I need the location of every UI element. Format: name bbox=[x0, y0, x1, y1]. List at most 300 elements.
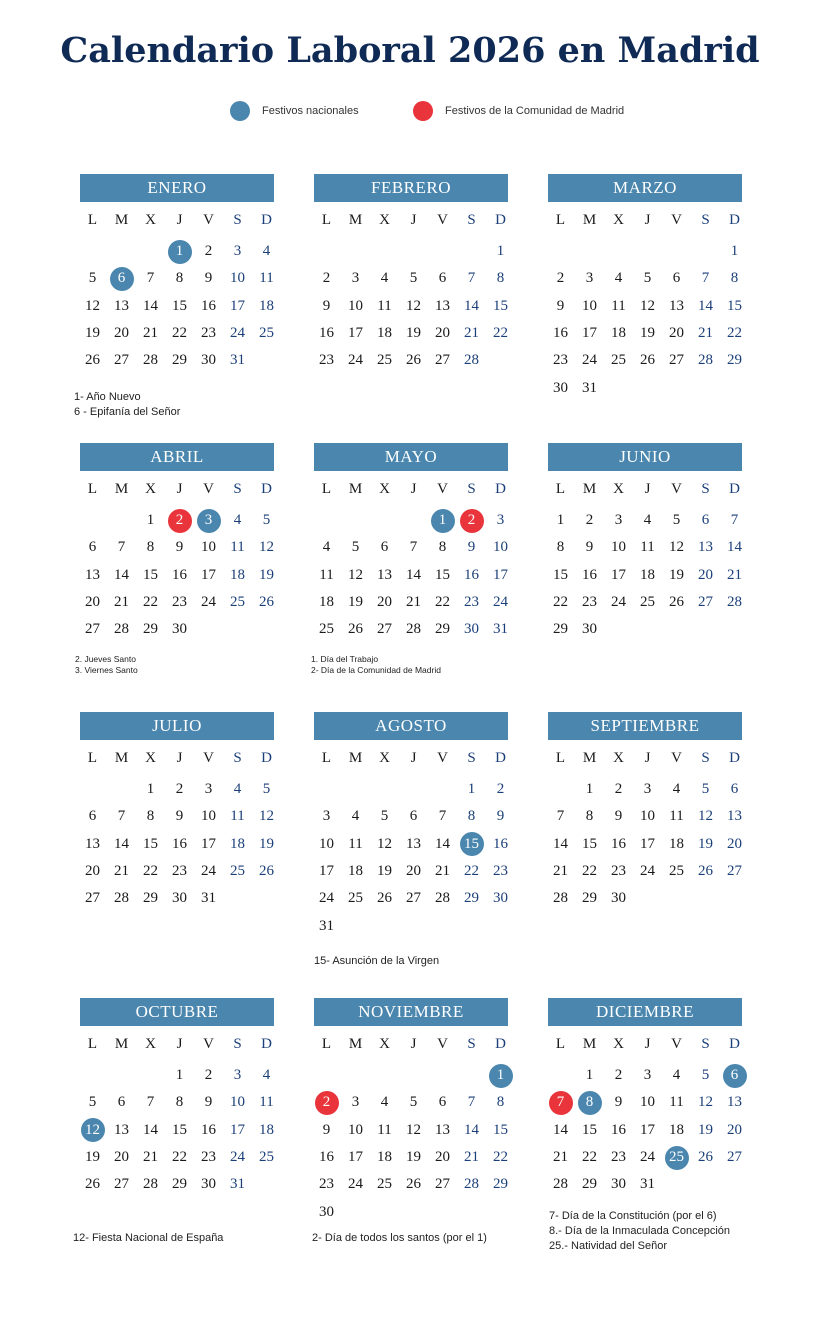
day-number: 10 bbox=[493, 539, 508, 556]
empty-day bbox=[312, 776, 341, 803]
empty-day bbox=[399, 238, 428, 265]
day-cell bbox=[78, 1089, 107, 1116]
day-cell bbox=[194, 347, 223, 374]
day-cell bbox=[546, 1117, 575, 1144]
day-number: 15 bbox=[493, 1121, 508, 1138]
day-cell bbox=[341, 320, 370, 347]
empty-day bbox=[399, 507, 428, 534]
day-number: 13 bbox=[669, 297, 684, 314]
weekday-header: J bbox=[410, 481, 417, 497]
day-number: 9 bbox=[175, 808, 184, 825]
day-cell bbox=[691, 265, 720, 292]
day-number: 30 bbox=[201, 1176, 216, 1193]
day-cell bbox=[546, 885, 575, 912]
day-number: 14 bbox=[553, 835, 568, 852]
day-number: 7 bbox=[467, 270, 476, 287]
day-cell bbox=[399, 1171, 428, 1198]
day-cell bbox=[252, 1089, 281, 1116]
month-enero bbox=[78, 174, 278, 374]
day-cell bbox=[486, 885, 515, 912]
day-number: 7 bbox=[549, 1091, 573, 1115]
day-cell bbox=[165, 589, 194, 616]
day-cell bbox=[194, 534, 223, 561]
day-cell bbox=[633, 534, 662, 561]
legend-community bbox=[413, 100, 624, 122]
day-number: 7 bbox=[701, 270, 710, 287]
day-cell bbox=[78, 562, 107, 589]
day-number: 24 bbox=[348, 352, 363, 369]
day-number: 22 bbox=[727, 325, 742, 342]
day-number: 29 bbox=[172, 352, 187, 369]
day-number: 18 bbox=[669, 1121, 684, 1138]
month-header: DICIEMBRE bbox=[548, 998, 742, 1026]
day-number: 4 bbox=[233, 781, 242, 798]
day-number: 28 bbox=[435, 890, 450, 907]
day-number: 14 bbox=[114, 566, 129, 583]
day-number: 23 bbox=[201, 325, 216, 342]
day-cell bbox=[194, 238, 223, 265]
day-cell bbox=[546, 831, 575, 858]
day-cell bbox=[399, 589, 428, 616]
day-number: 27 bbox=[114, 1176, 129, 1193]
day-number: 15 bbox=[493, 297, 508, 314]
day-number: 10 bbox=[201, 808, 216, 825]
day-cell bbox=[107, 1117, 136, 1144]
day-number: 6 bbox=[438, 270, 447, 287]
empty-day bbox=[78, 776, 107, 803]
day-cell bbox=[107, 1144, 136, 1171]
day-number: 4 bbox=[262, 1067, 271, 1084]
month-header: SEPTIEMBRE bbox=[548, 712, 742, 740]
day-cell bbox=[691, 507, 720, 534]
day-cell bbox=[399, 265, 428, 292]
day-cell bbox=[194, 803, 223, 830]
day-cell bbox=[312, 616, 341, 643]
day-number: 11 bbox=[230, 808, 245, 825]
day-cell bbox=[428, 507, 457, 534]
day-cell bbox=[575, 831, 604, 858]
day-number: 8 bbox=[578, 1091, 602, 1115]
holiday-note: 25.- Natividad del Señor bbox=[549, 1240, 668, 1252]
month-days-grid bbox=[78, 479, 278, 643]
holiday-note: 2- Día de la Comunidad de Madrid bbox=[311, 665, 441, 675]
day-number: 21 bbox=[143, 325, 158, 342]
day-cell bbox=[165, 293, 194, 320]
day-cell bbox=[662, 831, 691, 858]
day-number: 20 bbox=[698, 566, 713, 583]
month-days-grid bbox=[312, 748, 512, 940]
holiday-note: 15- Asunción de la Virgen bbox=[314, 955, 440, 967]
weekday-header: J bbox=[644, 750, 651, 766]
day-number: 5 bbox=[262, 781, 271, 798]
day-number: 15 bbox=[727, 297, 742, 314]
empty-day bbox=[312, 238, 341, 265]
day-cell bbox=[575, 265, 604, 292]
day-number: 21 bbox=[464, 1149, 479, 1166]
page-title: Calendario Laboral 2026 en Madrid bbox=[60, 30, 760, 71]
day-number: 12 bbox=[81, 1118, 105, 1142]
day-number: 26 bbox=[406, 1176, 421, 1193]
empty-day bbox=[312, 507, 341, 534]
weekday-header: D bbox=[261, 212, 272, 228]
day-cell bbox=[399, 831, 428, 858]
day-number: 23 bbox=[172, 594, 187, 611]
day-number: 1 bbox=[431, 509, 455, 533]
day-number: 3 bbox=[233, 1067, 242, 1084]
day-cell bbox=[633, 858, 662, 885]
day-cell bbox=[165, 320, 194, 347]
day-number: 21 bbox=[698, 325, 713, 342]
day-cell bbox=[78, 320, 107, 347]
day-number: 20 bbox=[727, 835, 742, 852]
day-number: 22 bbox=[493, 325, 508, 342]
weekday-header: M bbox=[114, 212, 129, 228]
day-cell bbox=[370, 320, 399, 347]
weekday-header: L bbox=[321, 481, 332, 497]
day-cell bbox=[604, 1171, 633, 1198]
day-number: 26 bbox=[259, 594, 274, 611]
month-header: JUNIO bbox=[548, 443, 742, 471]
day-cell bbox=[312, 831, 341, 858]
day-cell bbox=[428, 616, 457, 643]
day-cell bbox=[136, 776, 165, 803]
day-number: 13 bbox=[406, 835, 421, 852]
day-number: 11 bbox=[377, 297, 392, 314]
day-cell bbox=[312, 293, 341, 320]
day-cell bbox=[720, 776, 749, 803]
day-cell bbox=[78, 803, 107, 830]
day-number: 30 bbox=[611, 890, 626, 907]
day-cell bbox=[662, 1144, 691, 1171]
day-number: 16 bbox=[172, 835, 187, 852]
day-number: 13 bbox=[85, 835, 100, 852]
day-cell bbox=[428, 1117, 457, 1144]
day-cell bbox=[165, 1117, 194, 1144]
weekday-header: V bbox=[671, 750, 682, 766]
day-cell bbox=[575, 616, 604, 643]
day-number: 18 bbox=[259, 1121, 274, 1138]
day-number: 12 bbox=[698, 808, 713, 825]
day-number: 2 bbox=[460, 509, 484, 533]
day-number: 1 bbox=[585, 781, 594, 798]
day-cell bbox=[399, 1117, 428, 1144]
day-number: 24 bbox=[611, 594, 626, 611]
day-number: 20 bbox=[114, 1149, 129, 1166]
holiday-note: 12- Fiesta Nacional de España bbox=[73, 1232, 224, 1244]
weekday-header: V bbox=[437, 481, 448, 497]
day-number: 29 bbox=[493, 1176, 508, 1193]
day-number: 21 bbox=[114, 863, 129, 880]
empty-day bbox=[370, 1062, 399, 1089]
day-cell bbox=[486, 562, 515, 589]
weekday-header: M bbox=[348, 1036, 363, 1052]
day-number: 12 bbox=[259, 539, 274, 556]
day-cell bbox=[252, 803, 281, 830]
day-cell bbox=[720, 831, 749, 858]
day-number: 12 bbox=[348, 566, 363, 583]
day-cell bbox=[252, 238, 281, 265]
day-number: 27 bbox=[85, 890, 100, 907]
day-cell bbox=[486, 293, 515, 320]
day-cell bbox=[604, 562, 633, 589]
weekday-header: M bbox=[114, 750, 129, 766]
day-cell bbox=[136, 803, 165, 830]
day-number: 22 bbox=[493, 1149, 508, 1166]
day-cell bbox=[312, 1171, 341, 1198]
holiday-note: 3. Viernes Santo bbox=[75, 665, 138, 675]
day-number: 10 bbox=[640, 808, 655, 825]
day-number: 29 bbox=[553, 621, 568, 638]
weekday-header: D bbox=[729, 1036, 740, 1052]
day-cell bbox=[165, 803, 194, 830]
weekday-header: L bbox=[87, 1036, 98, 1052]
weekday-header: S bbox=[467, 750, 476, 766]
day-number: 22 bbox=[143, 594, 158, 611]
month-header: ENERO bbox=[80, 174, 274, 202]
day-cell bbox=[457, 616, 486, 643]
day-cell bbox=[78, 534, 107, 561]
day-cell bbox=[575, 347, 604, 374]
day-number: 1 bbox=[489, 1064, 513, 1088]
day-cell bbox=[691, 589, 720, 616]
day-number: 22 bbox=[582, 863, 597, 880]
day-number: 7 bbox=[467, 1094, 476, 1111]
weekday-header: S bbox=[467, 1036, 476, 1052]
day-number: 25 bbox=[377, 1176, 392, 1193]
day-number: 23 bbox=[172, 863, 187, 880]
day-number: 27 bbox=[85, 621, 100, 638]
day-number: 2 bbox=[614, 1067, 623, 1084]
empty-day bbox=[399, 776, 428, 803]
day-number: 27 bbox=[114, 352, 129, 369]
weekday-header: S bbox=[233, 212, 242, 228]
day-cell bbox=[341, 1089, 370, 1116]
day-number: 5 bbox=[701, 781, 710, 798]
day-cell bbox=[136, 320, 165, 347]
day-cell bbox=[546, 1144, 575, 1171]
day-cell bbox=[546, 803, 575, 830]
day-cell bbox=[633, 507, 662, 534]
day-cell bbox=[252, 589, 281, 616]
day-cell bbox=[370, 885, 399, 912]
empty-day bbox=[546, 238, 575, 265]
day-cell bbox=[457, 858, 486, 885]
day-number: 19 bbox=[348, 594, 363, 611]
day-number: 29 bbox=[582, 1176, 597, 1193]
day-cell bbox=[633, 1171, 662, 1198]
day-cell bbox=[78, 616, 107, 643]
day-cell bbox=[457, 885, 486, 912]
day-cell bbox=[223, 776, 252, 803]
day-number: 28 bbox=[406, 621, 421, 638]
day-number: 24 bbox=[201, 863, 216, 880]
day-cell bbox=[546, 507, 575, 534]
day-cell bbox=[720, 803, 749, 830]
legend-community-label: Festivos de la Comunidad de Madrid bbox=[445, 105, 625, 117]
day-number: 3 bbox=[204, 781, 213, 798]
day-number: 22 bbox=[553, 594, 568, 611]
day-number: 27 bbox=[669, 352, 684, 369]
day-number: 19 bbox=[85, 1149, 100, 1166]
day-cell bbox=[662, 776, 691, 803]
day-cell bbox=[341, 265, 370, 292]
day-cell bbox=[223, 1062, 252, 1089]
empty-day bbox=[107, 507, 136, 534]
day-number: 14 bbox=[143, 1121, 158, 1138]
day-number: 6 bbox=[380, 539, 389, 556]
day-number: 12 bbox=[377, 835, 392, 852]
day-cell bbox=[165, 858, 194, 885]
weekday-header: S bbox=[233, 481, 242, 497]
day-number: 19 bbox=[259, 566, 274, 583]
day-cell bbox=[662, 534, 691, 561]
day-number: 15 bbox=[553, 566, 568, 583]
weekday-header: D bbox=[495, 481, 506, 497]
day-number: 2 bbox=[175, 781, 184, 798]
day-cell bbox=[546, 293, 575, 320]
day-cell bbox=[428, 589, 457, 616]
day-cell bbox=[223, 1171, 252, 1198]
holiday-note: 8.- Día de la Inmaculada Concepción bbox=[549, 1225, 730, 1237]
day-cell bbox=[312, 265, 341, 292]
day-cell bbox=[575, 562, 604, 589]
day-cell bbox=[428, 858, 457, 885]
weekday-header: M bbox=[582, 1036, 597, 1052]
day-cell bbox=[720, 293, 749, 320]
day-cell bbox=[691, 831, 720, 858]
day-number: 1 bbox=[556, 512, 565, 529]
empty-day bbox=[136, 238, 165, 265]
day-number: 3 bbox=[322, 808, 331, 825]
month-days-grid bbox=[78, 748, 278, 912]
day-cell bbox=[399, 534, 428, 561]
day-cell bbox=[341, 1144, 370, 1171]
day-number: 25 bbox=[319, 621, 334, 638]
day-number: 10 bbox=[230, 270, 245, 287]
day-cell bbox=[604, 885, 633, 912]
weekday-header: J bbox=[410, 212, 417, 228]
day-number: 28 bbox=[464, 352, 479, 369]
day-cell bbox=[136, 265, 165, 292]
day-cell bbox=[575, 589, 604, 616]
day-cell bbox=[662, 1089, 691, 1116]
weekday-header: X bbox=[145, 1036, 156, 1052]
day-cell bbox=[662, 589, 691, 616]
day-number: 23 bbox=[611, 863, 626, 880]
day-number: 3 bbox=[351, 270, 360, 287]
day-cell bbox=[370, 562, 399, 589]
day-number: 14 bbox=[553, 1121, 568, 1138]
day-cell bbox=[107, 534, 136, 561]
day-number: 14 bbox=[464, 1121, 479, 1138]
empty-day bbox=[341, 238, 370, 265]
day-cell bbox=[312, 858, 341, 885]
day-number: 12 bbox=[640, 297, 655, 314]
day-number: 19 bbox=[259, 835, 274, 852]
weekday-header: V bbox=[671, 481, 682, 497]
day-number: 14 bbox=[698, 297, 713, 314]
day-cell bbox=[428, 265, 457, 292]
legend-national bbox=[230, 100, 359, 122]
day-cell bbox=[370, 1117, 399, 1144]
day-number: 10 bbox=[611, 539, 626, 556]
day-number: 26 bbox=[406, 352, 421, 369]
day-cell bbox=[165, 347, 194, 374]
day-number: 14 bbox=[143, 297, 158, 314]
day-cell bbox=[165, 534, 194, 561]
day-cell bbox=[720, 562, 749, 589]
day-number: 2 bbox=[556, 270, 565, 287]
day-cell bbox=[165, 616, 194, 643]
day-number: 11 bbox=[259, 1094, 274, 1111]
day-number: 2 bbox=[315, 1091, 339, 1115]
day-cell bbox=[341, 293, 370, 320]
weekday-header: V bbox=[671, 212, 682, 228]
day-number: 4 bbox=[262, 243, 271, 260]
day-number: 13 bbox=[435, 1121, 450, 1138]
day-cell bbox=[486, 1144, 515, 1171]
day-number: 15 bbox=[582, 835, 597, 852]
empty-day bbox=[633, 238, 662, 265]
day-cell bbox=[252, 507, 281, 534]
day-number: 3 bbox=[643, 781, 652, 798]
weekday-header: S bbox=[233, 750, 242, 766]
day-cell bbox=[604, 1089, 633, 1116]
month-header: OCTUBRE bbox=[80, 998, 274, 1026]
month-marzo bbox=[546, 174, 746, 402]
day-cell bbox=[194, 1144, 223, 1171]
day-number: 6 bbox=[409, 808, 418, 825]
day-cell bbox=[428, 1171, 457, 1198]
empty-day bbox=[370, 507, 399, 534]
day-number: 1 bbox=[585, 1067, 594, 1084]
month-header: NOVIEMBRE bbox=[314, 998, 508, 1026]
day-cell bbox=[720, 534, 749, 561]
day-number: 26 bbox=[698, 863, 713, 880]
day-cell bbox=[78, 265, 107, 292]
day-cell bbox=[575, 534, 604, 561]
weekday-header: D bbox=[729, 750, 740, 766]
month-days-grid bbox=[312, 1034, 512, 1226]
weekday-header: V bbox=[203, 750, 214, 766]
day-cell bbox=[136, 562, 165, 589]
day-number: 20 bbox=[114, 325, 129, 342]
weekday-header: D bbox=[261, 750, 272, 766]
weekday-header: L bbox=[555, 1036, 566, 1052]
day-number: 5 bbox=[409, 1094, 418, 1111]
day-cell bbox=[78, 1144, 107, 1171]
day-number: 24 bbox=[230, 1149, 245, 1166]
day-number: 18 bbox=[669, 835, 684, 852]
day-cell bbox=[312, 320, 341, 347]
day-cell bbox=[78, 858, 107, 885]
day-number: 1 bbox=[146, 512, 155, 529]
day-cell bbox=[720, 1089, 749, 1116]
weekday-header: L bbox=[555, 750, 566, 766]
day-number: 13 bbox=[727, 808, 742, 825]
community-holiday-dot-icon bbox=[413, 101, 433, 121]
day-number: 8 bbox=[175, 1094, 184, 1111]
day-number: 9 bbox=[467, 539, 476, 556]
day-number: 5 bbox=[643, 270, 652, 287]
weekday-header: M bbox=[582, 212, 597, 228]
day-cell bbox=[370, 1089, 399, 1116]
day-number: 12 bbox=[698, 1094, 713, 1111]
day-number: 25 bbox=[230, 594, 245, 611]
day-cell bbox=[252, 1117, 281, 1144]
day-number: 23 bbox=[319, 1176, 334, 1193]
day-number: 17 bbox=[348, 1149, 363, 1166]
